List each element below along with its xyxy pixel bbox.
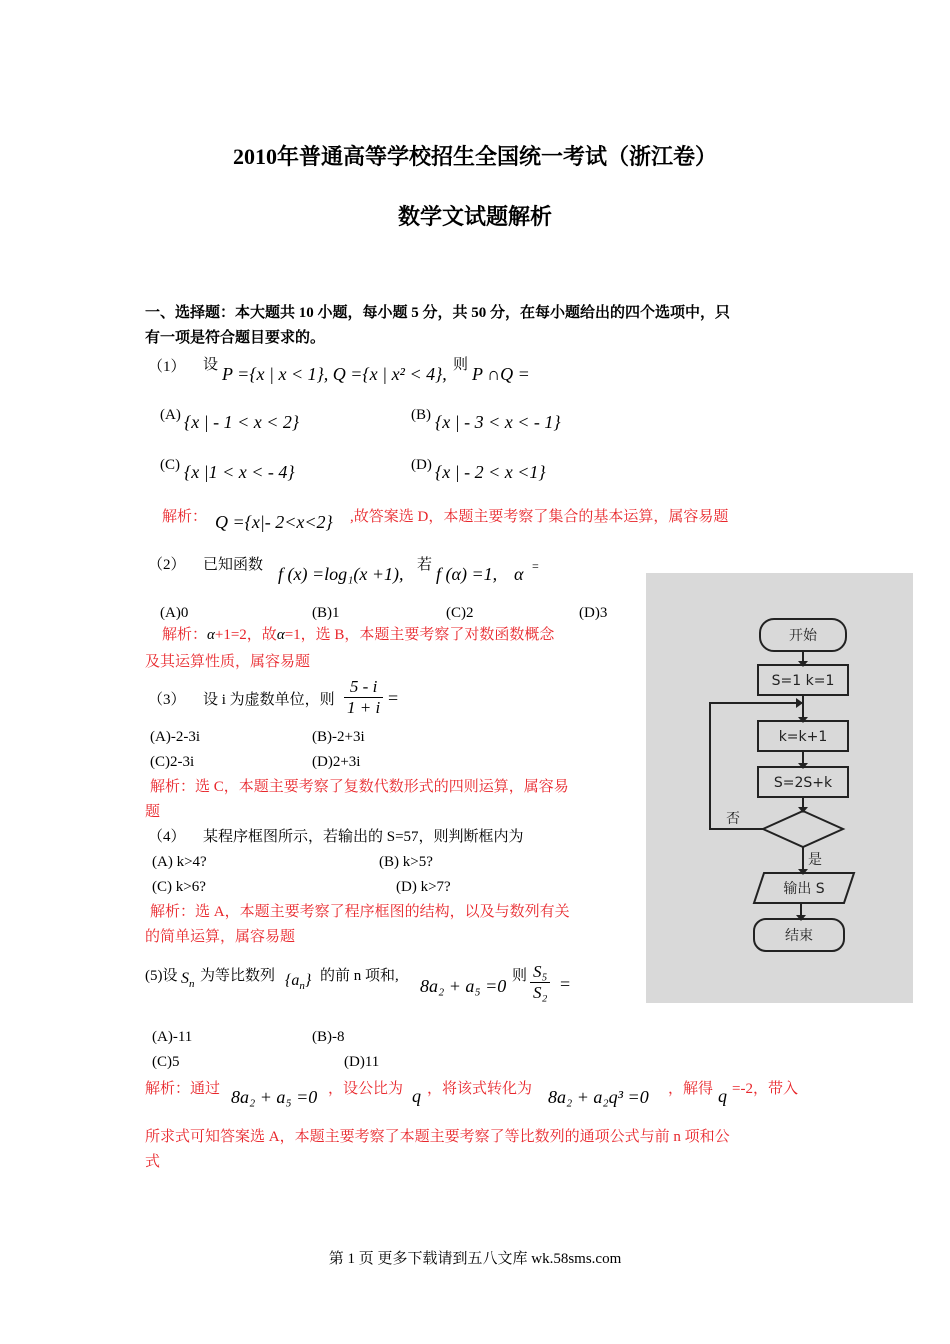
q3-option-d: (D)2+3i [312,754,361,770]
q2-option-a: (A)0 [160,605,189,621]
q4-option-b: (B) k>5? [379,854,433,870]
q2-number: （2） [148,557,186,573]
q3-stem: 设 i 为虚数单位，则 [203,692,335,708]
q5-answer-q-2: q [718,1086,727,1106]
q3-option-a: (A)-2-3i [150,729,200,745]
flow-step2-label: S=2S+k [773,775,833,791]
q4-option-d: (D) k>7? [396,879,451,895]
q1-answer-text: ,故答案选 D，本题主要考察了集合的基本运算，属容易题 [350,509,729,525]
q4-answer-1: 解析：选 A，本题主要考察了程序框图的结构，以及与数列有关 [150,904,570,920]
q1-c-label: (C) [160,457,180,473]
q5-condition: 8a₂ + a₅ =0 [420,976,507,996]
q5-answer-line-3: 式 [145,1154,161,1170]
q3-answer-2: 题 [145,804,161,820]
q5-answer-math-2: 8a₂ + a₂q³ =0 [548,1087,649,1107]
q3-numerator: 5 - i [344,677,383,698]
q2-alpha: α [514,564,524,584]
q1-answer-math: Q ={x|- 2<x<2} [215,512,333,532]
page-title: 2010年普通高等学校招生全国统一考试（浙江卷） [232,144,717,169]
q3-denominator: 1 + i [347,698,381,717]
q5-an [285,972,311,992]
q5-answer-label: 解析：通过 [145,1081,221,1097]
q3-answer-1: 解析：选 C，本题主要考察了复数代数形式的四则运算，属容易 [150,779,569,795]
q2-pre: 已知函数 [203,557,264,573]
q2-option-d: (D)3 [579,605,608,621]
q3-equals: = [388,688,399,708]
q2-answer-label: 解析： [162,627,208,643]
section-line-2: 有一项是符合题目要求的。 [145,330,326,346]
q5-sn [181,970,195,990]
q5-equals: = [560,974,571,994]
q1-option-d: {x | - 2 < x <1} [435,462,546,482]
q5-sn-sub: n [189,978,195,991]
q5-mid: 为等比数列 [200,968,276,984]
q2-answer-part-2: =1，选 B，本题主要考察了对数函数概念 [284,627,555,643]
q1-then: 则 [453,357,469,373]
q5-option-b: (B)-8 [312,1029,345,1045]
q2-answer-alpha-2: α [276,627,285,643]
q1-b-label: (B) [411,407,431,423]
q2-answer-2: 及其运算性质，属容易题 [145,654,311,670]
q5-option-d: (D)11 [344,1054,380,1070]
flowchart-svg [646,573,913,1003]
q5-frac-den: S₂ [533,983,548,1002]
q1-option-c: {x |1 < x < - 4} [184,462,295,482]
q5-answer-line-2: 所求式可知答案选 A，本题主要考察了本题主要考察了等比数列的通项公式与前 n 项和公 [145,1129,730,1145]
q4-option-c: (C) k>6? [152,879,206,895]
flowchart-image [646,573,913,1003]
q5-option-a: (A)-11 [152,1029,193,1045]
q1-stem: P ={x | x < 1}, Q ={x | x² < 4}, [222,364,447,384]
flow-init-label: S=1 k=1 [771,673,835,689]
page-footer: 第 1 页 更多下载请到五八文库 wk.58sms.com [328,1251,622,1267]
flow-output-label: 输出 S [783,881,825,897]
q2-answer-1 [162,625,554,645]
q5-an-a: {a [285,972,300,989]
q2-condition: f (α) =1, [436,564,498,584]
q4-number: （4） [148,829,186,845]
q5-answer-part-3: ，解得 [668,1081,714,1097]
q3-option-c: (C)2-3i [150,754,195,770]
q5-fraction [530,962,550,1003]
q1-number: （1） [148,359,186,375]
q1-a-label: (A) [160,407,181,423]
q2-if: 若 [417,557,433,573]
q1-d-label: (D) [411,457,432,473]
q2-equals: = [532,559,539,573]
q5-an-close: } [304,972,312,989]
q5-tail: 的前 n 项和, [320,968,399,984]
q1-ask: P ∩Q = [472,364,530,384]
q2-function: f (x) =log₁(x +1), [278,564,404,584]
q1-pre: 设 [203,357,219,373]
flow-decision [763,811,843,847]
q5-answer-math-1: 8a₂ + a₅ =0 [231,1087,318,1107]
q5-answer-part-1: ，设公比为 [328,1081,404,1097]
q5-sn-s: S [181,970,189,987]
q3-number: （3） [148,692,186,708]
q1-option-a: {x | - 1 < x < 2} [184,412,300,432]
q2-option-c: (C)2 [446,605,474,621]
q5-option-c: (C)5 [152,1054,180,1070]
q5-answer-part-2: ，将该式转化为 [427,1081,533,1097]
section-line-1: 一、选择题：本大题共 10 小题，每小题 5 分，共 50 分，在每小题给出的四个选项中，只 [145,305,731,321]
q5-answer-q: q [412,1086,421,1106]
flow-no-label: 否 [726,811,740,827]
flow-step1-label: k=k+1 [778,729,828,745]
q2-answer-alpha: α [207,627,215,643]
q3-fraction [344,677,383,718]
q5-an-sub: n [299,980,305,993]
flow-end-label: 结束 [785,928,813,944]
q1-option-b: {x | - 3 < x < - 1} [435,412,561,432]
flow-yes-label: 是 [808,852,822,868]
q4-answer-2: 的简单运算，属容易题 [145,929,296,945]
q4-stem: 某程序框图所示，若输出的 S=57，则判断框内为 [203,829,524,845]
q1-answer-label: 解析： [162,509,208,525]
q5-answer-part-4: =-2，带入 [732,1081,798,1097]
page-subtitle: 数学文试题解析 [397,204,552,229]
q5-frac-num: S₅ [530,962,550,983]
q5-number: (5)设 [145,968,178,984]
q5-then: 则 [512,968,528,984]
q3-option-b: (B)-2+3i [312,729,365,745]
flow-start-label: 开始 [789,628,817,644]
q2-answer-part: +1=2，故 [214,627,277,643]
q4-option-a: (A) k>4? [152,854,207,870]
q2-option-b: (B)1 [312,605,340,621]
